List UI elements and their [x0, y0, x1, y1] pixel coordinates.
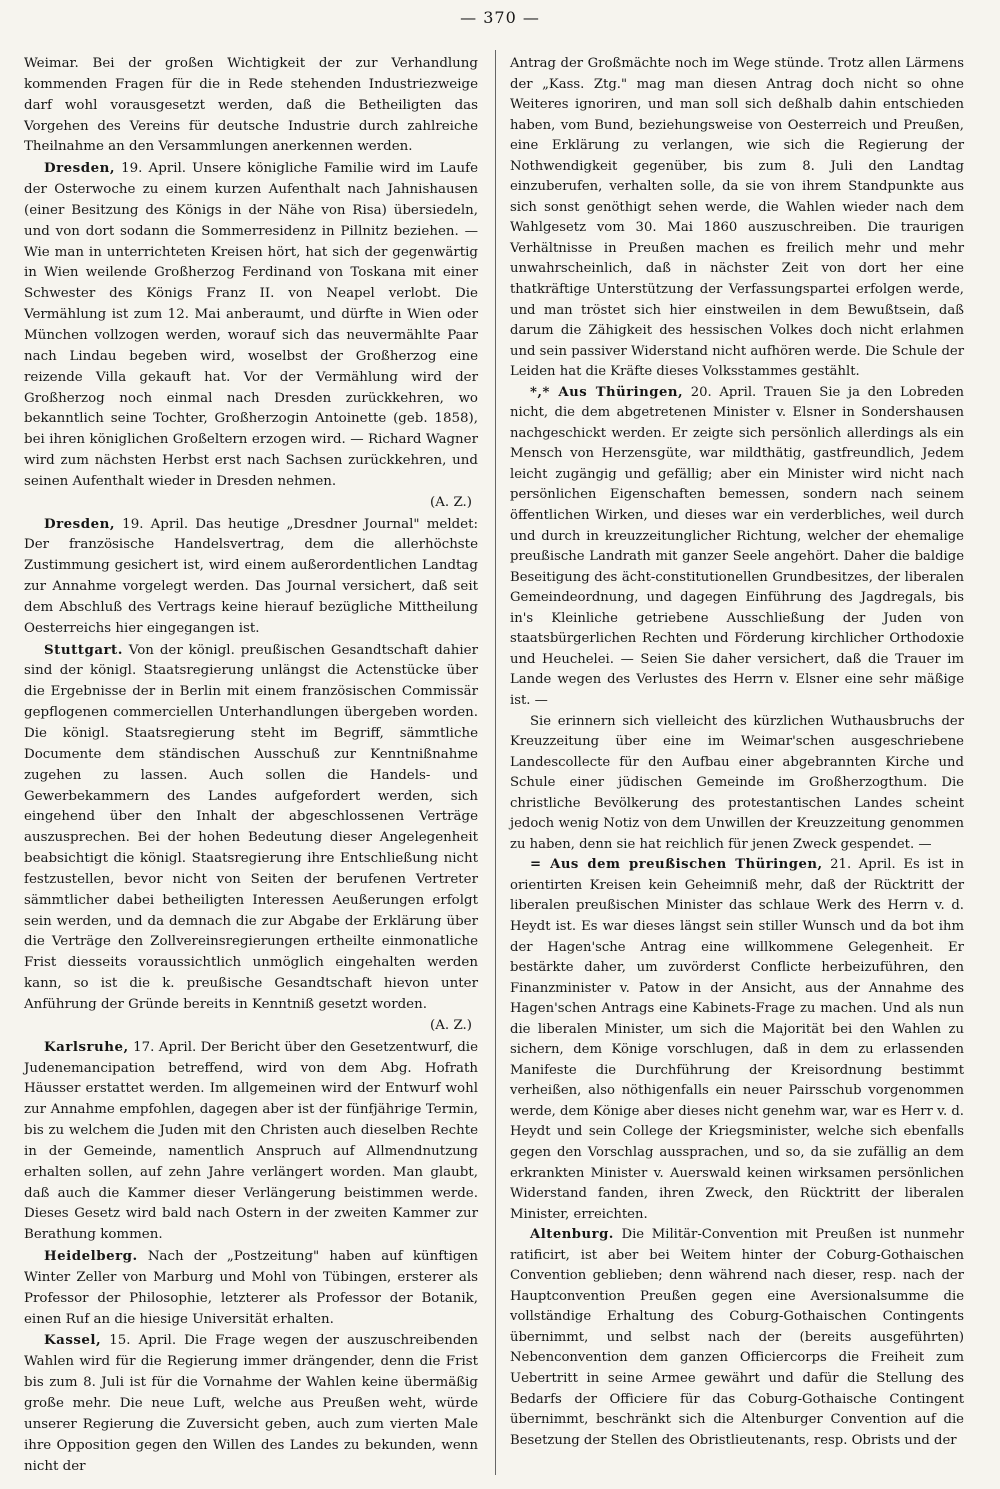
- article-body: 17. April. Der Bericht über den Gesetzentwurf, die Judenemancipation betreffend, wird von dem Abg. Hofrath Häusser erstattet werden. Im allgemeinen wird der Entwurf wohl zur Annahme empfohlen, dagegen aber ist der fünfjährige Termin, bis zu welchem die Juden mit den Christen auch dieselben Rechte in der Gemeinde, namentlich Anspruch auf Allmendnutzung erhalten sollen, auf zehn Jahre verlängert worden. Man glaubt, daß auch die Kammer dieser Verlängerung beistimmen werde. Dieses Gesetz wird bald nach Ostern in der zweiten Kammer zur Berathung kommen.: [24, 1039, 478, 1243]
- article-weimar-tail: Weimar. Bei der großen Wichtigkeit der zur Verhandlung kommenden Fragen für die in Rede stehenden Industriezweige darf wohl vorausgesetzt werden, daß die Betheiligten das Vorgehen des Vereins für deutsche Industrie durch zahlreiche Theilnahme an den Versammlungen anerkennen werden.: [24, 56, 478, 155]
- column-divider: [495, 50, 496, 1475]
- article-preussisches-thueringen: [510, 855, 964, 1225]
- article-dresden-2: [24, 514, 478, 640]
- article-thueringen: [510, 383, 964, 712]
- page-number: — 370 —: [460, 8, 540, 27]
- article-body: 15. April. Die Frage wegen der auszuschreibenden Wahlen wird für die Regierung immer drängender, denn die Frist bis zum 8. Juli ist für die Vornahme der Wahlen keine übermäßig große mehr. Die neue Luft, welche aus Preußen weht, würde unserer Regierung die Zuversicht geben, auch zum vierten Male ihre Opposition gegen den Willen des Landes zu bekunden, wenn nicht der: [24, 1333, 478, 1474]
- article-kassel-continued: Antrag der Großmächte noch im Wege stünde. Trotz allen Lärmens der „Kass. Ztg." mag man diesen Antrag doch nicht so ohne Weiteres ignoriren, und man soll sich deßhalb dahin entschieden haben, vom Bund, beziehungsweise von Oesterreich und Preußen, eine Erklärung zu verlangen, wie sich die Regierung der Nothwendigkeit gegenüber, bis zum 8. Juli den Landtag einzuberufen, verhalten solle, da sie von ihrem Standpunkte aus sich sonst genöthigt sehen werde, die Wahlen wieder nach dem Wahlgesetz vom 30. Mai 1860 auszuschreiben. Die traurigen Verhältnisse in Preußen machen es freilich mehr und mehr unwahrscheinlich, daß in nächster Zeit von dort her eine thatkräftige Unterstützung der Verfassungspartei erfolgen werde, und man tröstet sich hier einstweilen in dem Bewußtsein, daß darum die Zähigkeit des hessischen Volkes doch nicht erlahmen und sein passiver Widerstand nicht aufhören werde. Die Schule der Leiden hat die Kräfte dieses Volksstammes gestählt.: [510, 56, 964, 380]
- article-body: Die Militär-Convention mit Preußen ist nunmehr ratificirt, ist aber bei Weitem hinter der Coburg-Gothaischen Convention geblieben; denn während nach dieser, resp. nach der Hauptconvention Preußen gegen eine Aversionalsumme die vollständige Erhaltung des Coburg-Gothaischen Contingents übernimmt, und selbst nach der (bereits ausgeführten) Nebenconvention dem ganzen Officiercorps die Freiheit zum Uebertritt in seine Armee gewährt und dafür die Stellung des Bedarfs der Officiere für das Coburg-Gothaische Contingent übernimmt, beschränkt sich die Altenburger Convention auf die Besetzung der Stellen des Obristlieutenants, resp. Obrists und der: [510, 1227, 964, 1448]
- article-body: Nach der „Postzeitung" haben auf künftigen Winter Zeller von Marburg und Mohl von Tübingen, ersterer als Professor der Philosophie, letzterer als Professor der Botanik, einen Ruf an die hiesige Universität erhalten.: [24, 1249, 478, 1327]
- dateline-place: Dresden,: [44, 515, 116, 532]
- source-note: (A. Z.): [430, 494, 472, 510]
- article-thueringen-2: Sie erinnern sich vielleicht des kürzlichen Wuthausbruchs der Kreuzzeitung über eine im Weimar'schen ausgeschriebene Landescollecte für den Aufbau einer abgebrannten Kirche und Schule einer jüdischen Gemeinde im Großherzogthum. Die christliche Bevölkerung des protestantischen Landes scheint jedoch wenig Notiz von dem Unwillen der Kreuzzeitung genommen zu haben, denn sie hat reichlich für jenen Zweck gespendet. —: [510, 713, 964, 852]
- dateline-place: Altenburg.: [530, 1227, 614, 1243]
- left-column: [24, 54, 478, 1477]
- article-body: 19. April. Das heutige „Dresdner Journal" meldet: Der französische Handelsvertrag, dem die allerhöchste Zustimmung gesichert ist, wird einem außerordentlichen Landtag zur Annahme vorgelegt werden. Das Journal versichert, daß seit dem Abschluß des Vertrags keine hierauf bezügliche Mittheilung Oesterreichs hier eingegangen ist.: [24, 516, 478, 636]
- dateline-place: Karlsruhe,: [44, 1038, 129, 1055]
- dateline-place: Heidelberg.: [44, 1248, 138, 1265]
- article-body: 20. April. Trauen Sie ja den Lobreden nicht, die dem abgetretenen Minister v. Elsner in Sondershausen nachgeschickt werden. Er zeigte sich persönlich allerdings als ein Mensch von Herzensgüte, war mildthätig, gastfreundlich, Jedem leicht zugängig und gefällig; aber ein Minister wird nicht nach persönlichen Eigenschaften bemessen, sondern nach seinem öffentlichen Wirken, und dieses war ein verderbliches, weil durch und durch in kreuzzeitunglicher Richtung, welcher der ehemalige preußische Landrath mit ganzer Seele angehört. Daher die baldige Beseitigung des ächt-constitutionellen Grundbesitzes, der liberalen Gemeindeordnung, und dagegen Einführung des Jagdregals, bis in's Kleinliche getriebene Ausschließung der Juden von staatsbürgerlichen Rechten und Förderung kirchlicher Orthodoxie und Heuchelei. — Seien Sie daher versichert, daß die Trauer im Lande wegen des Verlustes des Herrn v. Elsner eine sehr mäßige ist. —: [510, 384, 964, 708]
- dateline-place: Dresden,: [44, 160, 116, 177]
- article-stuttgart: [24, 640, 478, 1016]
- article-body: 19. April. Unsere königliche Familie wird im Laufe der Osterwoche zu einem kurzen Aufenthalt nach Jahnishausen (einer Besitzung des Königs in der Nähe von Risa) übersiedeln, und von dort sodann die Sommerresidenz in Pillnitz beziehen. — Wie man in unterrichteten Kreisen hört, hat sich der gegenwärtig in Wien weilende Großherzog Ferdinand von Toskana mit einer Schwester des Königs Franz II. von Neapel verlobt. Die Vermählung ist zum 12. Mai anberaumt, und dürfte in Wien oder München vollzogen werden, worauf sich das neuvermählte Paar nach Lindau begeben wird, woselbst der Großherzog eine reizende Villa gekauft hat. Vor der Vermählung wird der Großherzog noch einmal nach Dresden zurückkehren, wo bekanntlich seine Tochter, Großherzogin Antoinette (geb. 1858), bei ihren königlichen Großeltern erzogen wird. — Richard Wagner wird zum nächsten Herbst erst nach Sachsen zurückkehren, und seinen Aufenthalt wieder in Dresden nehmen.: [24, 161, 478, 489]
- article-karlsruhe: [24, 1037, 478, 1246]
- article-altenburg: [510, 1225, 964, 1451]
- article-body: 21. April. Es ist in orientirten Kreisen kein Geheimniß mehr, daß der Rücktritt der liberalen preußischen Minister das schlaue Werk des Herrn v. d. Heydt ist. Es war dieses längst sein stiller Wunsch und da bot ihm der Hagen'sche Antrag eine willkommene Gelegenheit. Er bestärkte daher, um zuvörderst Conflicte herbeizuführen, den Finanzminister v. Patow in der Ansicht, aus der Annahme des Hagen'schen Antrags eine Kabinets-Frage zu machen. Und als nun die liberalen Minister, um sich die Majorität bei den Wahlen zu sichern, dem Könige vorschlugen, daß in dem zu erlassenden Manifeste die Durchführung der Kreisordnung bestimmt verheißen, also nöthigenfalls ein neuer Pairsschub vorgenommen werde, dem Könige aber dieses nicht genehm war, war es Herr v. d. Heydt und sein College der Kriegsminister, welche sich ebenfalls gegen den Vorschlag aussprachen, und so, da sie zufällig an dem erkrankten Minister v. Auerswald keinen wirksamen persönlichen Widerstand fanden, ihren Zweck, den Rücktritt der liberalen Minister, erreichten.: [510, 857, 964, 1222]
- dateline-place: = Aus dem preußischen Thüringen,: [530, 857, 823, 873]
- article-dresden-1: [24, 158, 478, 493]
- dateline-place: *,* Aus Thüringen,: [530, 384, 684, 400]
- source-note: (A. Z.): [430, 1017, 472, 1033]
- article-heidelberg: [24, 1246, 478, 1330]
- right-column: [510, 54, 964, 1451]
- dateline-place: Stuttgart.: [44, 641, 123, 658]
- dateline-place: Kassel,: [44, 1332, 102, 1349]
- article-kassel: [24, 1330, 478, 1477]
- article-body: Von der königl. preußischen Gesandtschaft dahier sind der königl. Staatsregierung unlängst die Actenstücke über die Ergebnisse der in Berlin mit einem französischen Commissär gepflogenen commerciellen Unterhandlungen übergeben worden. Die königl. Staatsregierung steht im Begriff, sämmtliche Documente dem ständischen Ausschuß zur Kenntnißnahme zugehen zu lassen. Auch sollen die Handels- und Gewerbekammern des Landes aufgefordert werden, sich eingehend über den Inhalt der abgeschlossenen Verträge auszusprechen. Bei der hohen Bedeutung dieser Angelegenheit beabsichtigt die königl. Staatsregierung ihre Entschließung nicht festzustellen, bevor nicht von Seiten der berufenen Vertreter sämmtlicher dabei betheiligten Interessen Aeußerungen erfolgt sein werden, und da demnach die zur Abgabe der Erklärung über die Verträge den Zollvereinsregierungen ertheilte einmonatliche Frist diesseits voraussichtlich unmöglich eingehalten werden kann, so ist die k. preußische Gesandtschaft hievon unter Anführung der Gründe bereits in Kenntniß gesetzt worden.: [24, 642, 478, 1012]
